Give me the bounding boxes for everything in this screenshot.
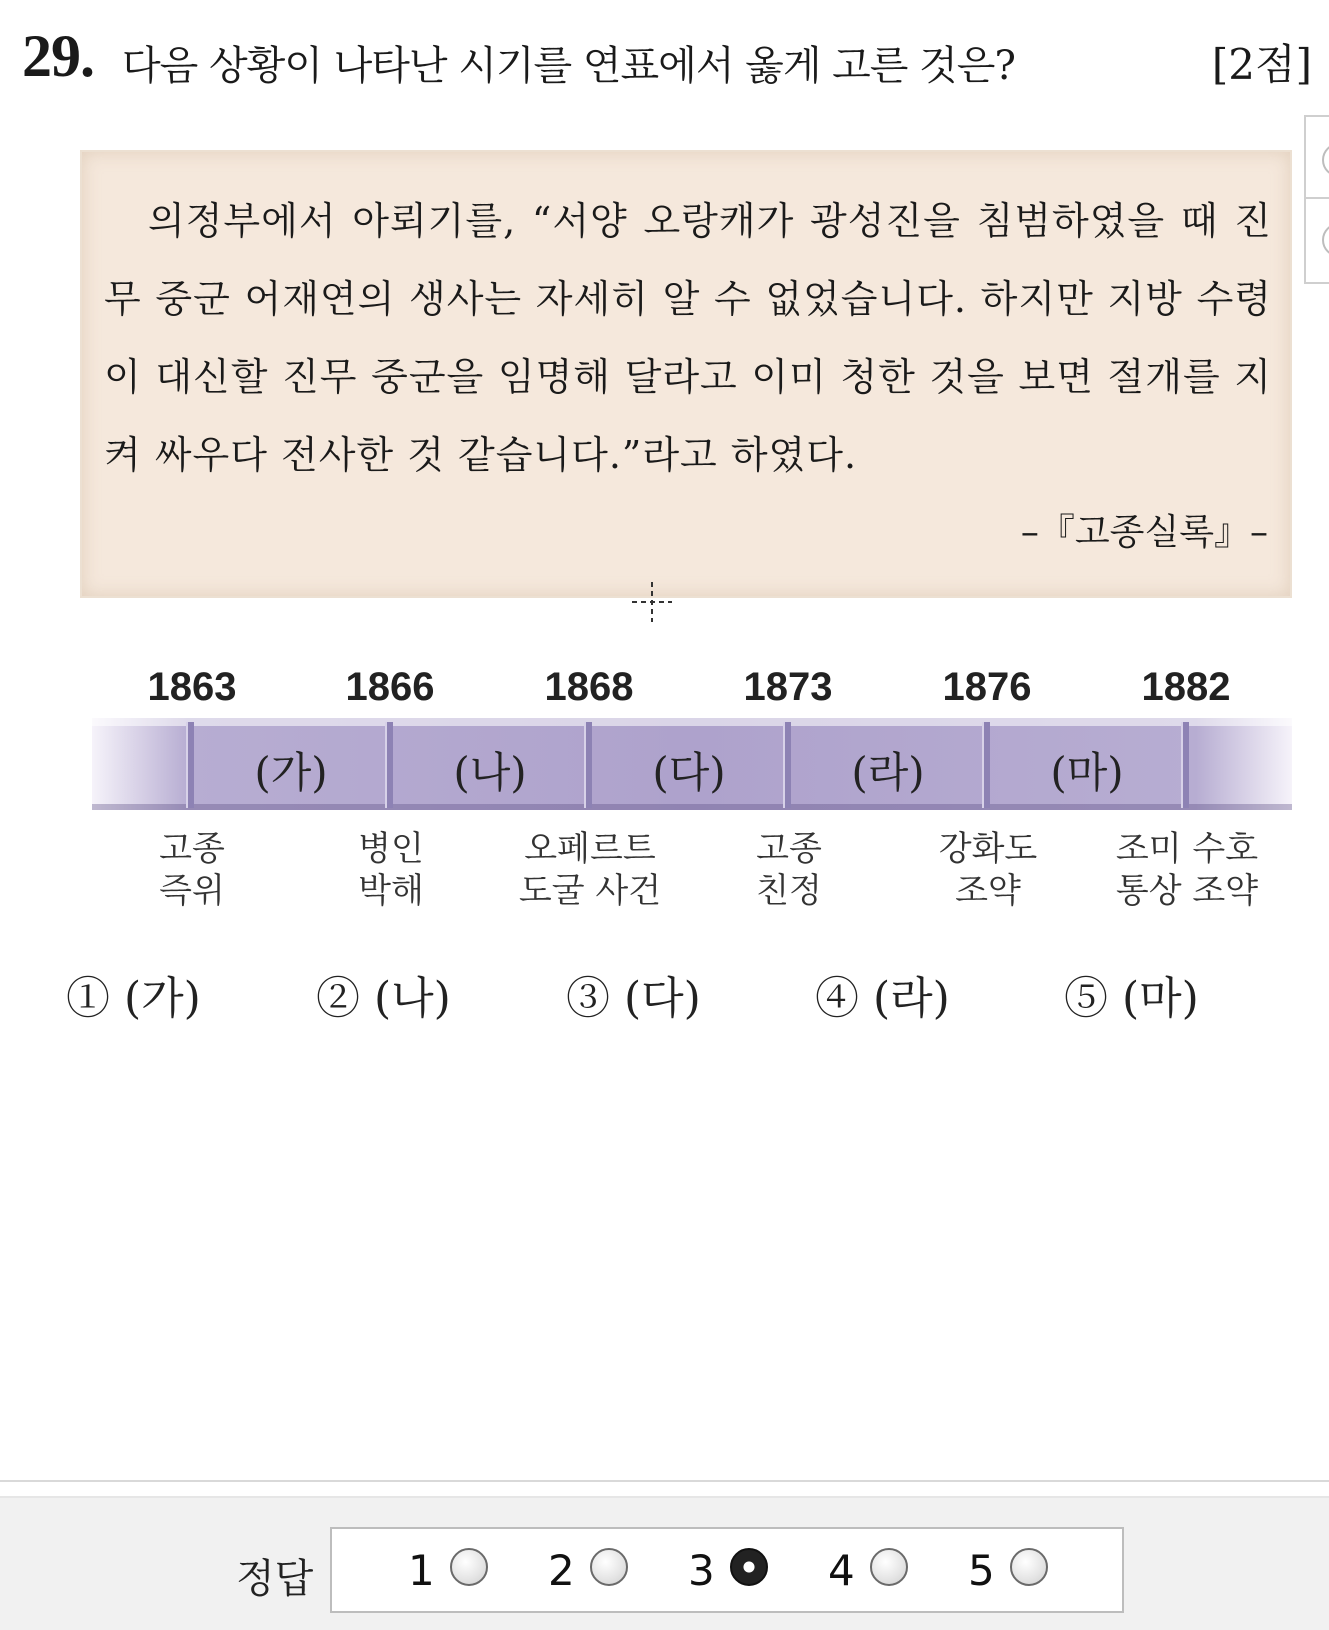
timeline-event: 조미 수호 통상 조약 [1115, 829, 1259, 911]
answer-choice-box [330, 1527, 1124, 1613]
timeline-year: 1866 [345, 665, 435, 709]
answer-label: 정답 [236, 1556, 314, 1602]
radio-button[interactable] [590, 1548, 628, 1586]
timeline-event: 고종 즉위 [159, 829, 225, 911]
answer-choice-number: 2 [548, 1546, 575, 1595]
timeline-period: (다) [652, 748, 726, 797]
option-4: ④ (라) [815, 973, 950, 1024]
question-text: 다음 상황이 나타난 시기를 연표에서 옳게 고른 것은? [122, 43, 1015, 89]
side-panel-edge[interactable] [1304, 115, 1329, 284]
timeline-year: 1863 [147, 665, 237, 709]
timeline-period: (가) [254, 748, 328, 797]
option-1: ① (가) [66, 973, 201, 1024]
timeline-event: 오페르트 도굴 사건 [518, 829, 662, 911]
timeline-tick [783, 722, 791, 808]
answer-choice-number: 1 [408, 1546, 435, 1595]
timeline-year: 1876 [942, 665, 1032, 709]
timeline-event: 병인 박해 [358, 829, 424, 911]
timeline-event: 고종 친정 [756, 829, 822, 911]
radio-button-selected[interactable] [730, 1548, 768, 1586]
question-header [22, 18, 1312, 88]
answer-choice-number: 5 [968, 1546, 995, 1595]
question-number: 29. [22, 23, 94, 89]
side-divider [1306, 197, 1329, 199]
answer-choice-number: 4 [828, 1546, 855, 1595]
question-points: [2점] [1211, 40, 1312, 89]
timeline-tick [385, 722, 393, 808]
timeline-tick [186, 722, 194, 808]
option-2: ② (나) [316, 973, 451, 1024]
side-circle-icon [1322, 223, 1329, 257]
footer-divider [0, 1480, 1329, 1482]
source-passage-text: 의정부에서 아뢰기를, “서양 오랑캐가 광성진을 침범하였을 때 진무 중군 어재연의 생사는 자세히 알 수 없었습니다. 하지만 지방 수령이 대신할 진무 중군을 임명해 달라고 이미 청한 것을 보면 절개를 지켜 싸우다 전사한 것 같습니다.”라고 하였다. [104, 199, 1272, 477]
timeline-year: 1873 [743, 665, 833, 709]
timeline-tick [1181, 722, 1189, 808]
option-3: ③ (다) [566, 973, 701, 1024]
source-passage-box [80, 150, 1292, 598]
source-citation: –『고종실록』– [1020, 512, 1268, 553]
crosshair-cursor-icon [632, 582, 672, 622]
radio-button[interactable] [1010, 1548, 1048, 1586]
radio-button[interactable] [870, 1548, 908, 1586]
radio-button[interactable] [450, 1548, 488, 1586]
timeline-event: 강화도 조약 [938, 829, 1038, 911]
timeline-period: (나) [453, 748, 527, 797]
timeline-period: (마) [1050, 748, 1124, 797]
timeline-year: 1882 [1141, 665, 1231, 709]
timeline-tick [982, 722, 990, 808]
option-5: ⑤ (마) [1064, 973, 1199, 1024]
answer-choice-number: 3 [688, 1546, 715, 1595]
timeline-tick [584, 722, 592, 808]
side-circle-icon [1322, 143, 1329, 177]
timeline-year: 1868 [544, 665, 634, 709]
timeline-period: (라) [851, 748, 925, 797]
